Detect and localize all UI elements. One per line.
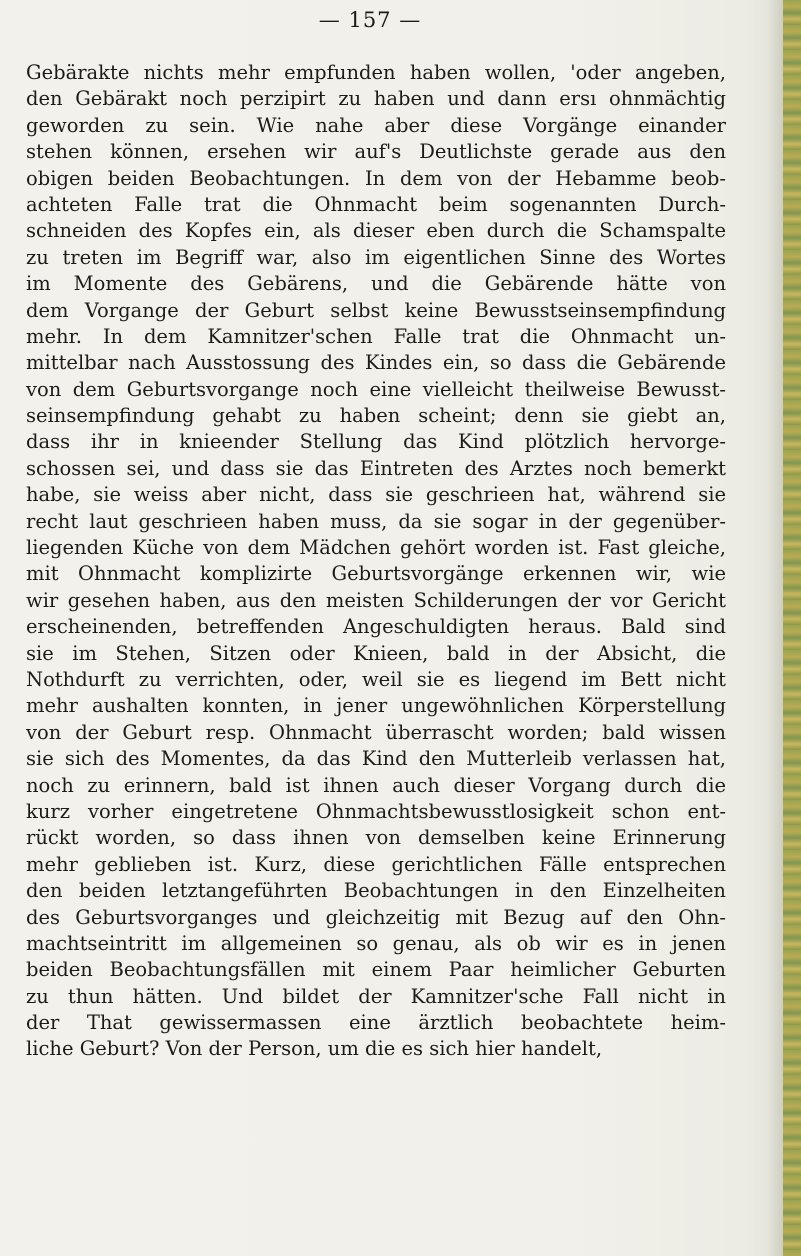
text-line: liche Geburt? Von der Person, um die es sich hier handelt, [26, 1037, 603, 1061]
text-line: von der Geburt resp. Ohnmacht überrascht worden; bald wissen [26, 720, 726, 744]
text-line: schossen sei, und dass sie das Eintreten des Arztes noch bemerkt [26, 456, 726, 480]
text-line: seinsempfindung gehabt zu haben scheint; denn sie giebt an, [26, 404, 726, 428]
text-line: geworden zu sein. Wie nahe aber diese Vorgänge einander [26, 113, 726, 137]
text-line: mehr geblieben ist. Kurz, diese gerichtlichen Fälle entsprechen [26, 852, 726, 876]
text-line: des Geburtsvorganges und gleichzeitig mit Bezug auf den Ohn- [26, 905, 726, 929]
text-line: den Gebärakt noch perzipirt zu haben und dann ersı ohnmächtig [26, 87, 726, 111]
page-gutter-shadow [767, 0, 783, 1256]
text-line: rückt worden, so dass ihnen von demselben keine Erinnerung [26, 826, 726, 850]
text-line: obigen beiden Beobachtungen. In dem von der Hebamme beob- [26, 166, 726, 190]
page-number: — 157 — [318, 8, 422, 32]
text-line: sie sich des Momentes, da das Kind den Mutterleib verlassen hat, [26, 747, 726, 771]
text-line: beiden Beobachtungsfällen mit einem Paar heimlicher Geburten [26, 958, 726, 982]
text-line: habe, sie weiss aber nicht, dass sie geschrieen hat, während sie [26, 483, 726, 507]
text-line: noch zu erinnern, bald ist ihnen auch dieser Vorgang durch die [26, 773, 726, 797]
text-line: Gebärakte nichts mehr empfunden haben wollen, 'oder angeben, [26, 61, 726, 84]
text-line: Nothdurft zu verrichten, oder, weil sie es liegend im Bett nicht [26, 667, 726, 691]
text-line: dass ihr in knieender Stellung das Kind plötzlich hervorge- [26, 430, 726, 454]
text-line: dem Vorgange der Geburt selbst keine Bewusstseinsempfindung [26, 298, 726, 322]
text-line: mehr aushalten konnten, in jener ungewöhnlichen Körperstellung [26, 694, 726, 718]
text-line: im Momente des Gebärens, und die Gebärende hätte von [26, 272, 726, 296]
text-line: mittelbar nach Ausstossung des Kindes ein, so dass die Gebärende [26, 351, 726, 375]
text-line: von dem Geburtsvorgange noch eine vielleicht theilweise Bewusst- [26, 377, 726, 401]
text-line: mit Ohnmacht komplizirte Geburtsvorgänge erkennen wir, wie [26, 562, 726, 586]
text-line: machtseintritt im allgemeinen so genau, als ob wir es in jenen [26, 931, 726, 955]
text-line: erscheinenden, betreffenden Angeschuldigten heraus. Bald sind [26, 615, 726, 639]
text-line: stehen können, ersehen wir auf's Deutlichste gerade aus den [26, 140, 726, 164]
body-text [26, 60, 726, 1063]
text-line: zu thun hätten. Und bildet der Kamnitzer'sche Fall nicht in [26, 984, 726, 1008]
text-line: sie im Stehen, Sitzen oder Knieen, bald in der Absicht, die [26, 641, 726, 665]
text-line: schneiden des Kopfes ein, als dieser eben durch die Schamspalte [26, 219, 726, 243]
text-line: der That gewissermassen eine ärztlich beobachtete heim- [26, 1011, 726, 1035]
text-line: liegenden Küche von dem Mädchen gehört worden ist. Fast gleiche, [26, 536, 726, 560]
text-line: recht laut geschrieen haben muss, da sie sogar in der gegenüber- [26, 509, 726, 533]
text-line: mehr. In dem Kamnitzer'schen Falle trat die Ohnmacht un- [26, 324, 726, 348]
text-line: zu treten im Begriff war, also im eigentlichen Sinne des Wortes [26, 245, 726, 269]
text-line: wir gesehen haben, aus den meisten Schilderungen der vor Gericht [26, 588, 726, 612]
text-line: kurz vorher eingetretene Ohnmachtsbewusstlosigkeit schon ent- [26, 799, 726, 823]
text-line: achteten Falle trat die Ohnmacht beim sogenannten Durch- [26, 192, 726, 216]
text-line: den beiden letztangeführten Beobachtungen in den Einzelheiten [26, 879, 726, 903]
book-edge-decoration [783, 0, 801, 1256]
